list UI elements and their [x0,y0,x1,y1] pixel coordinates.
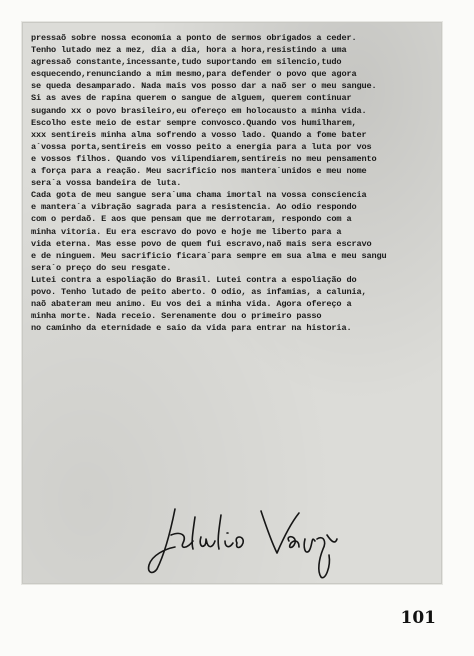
letter-line-11: e vossos filhos. Quando vos vilipendiarem,sentireis no meu pensamento [31,153,377,164]
letter-line-18: vida eterna. Mas esse povo de quem fui escravo,naõ mais sera escravo [31,238,372,249]
letter-line-20: sera´o preço do seu resgate. [31,262,172,273]
letter-line-19: e de ninguem. Meu sacrificio ficara´para sempre em sua alma e meu sangu [31,250,387,261]
letter-photocopy [22,22,442,584]
letter-line-16: com o perdaõ. E aos que pensam que me derrotaram, respondo com a [31,214,352,225]
letter-line-9: xxx sentireis minha alma sofrendo a vosso lado. Quando a fome bater [31,129,367,140]
letter-line-8: Escolho este meio de estar sempre convosco.Quando vos humilharem, [31,117,357,128]
letter-text [31,32,436,334]
letter-line-4: esquecendo,renunciando a mim mesmo,para defender o povo que agora [31,69,357,80]
letter-line-22: povo. Tenho lutado de peito aberto. O odio, as infamias, a calunia, [31,286,367,297]
letter-line-12: a força para a reação. Meu sacrificio nos mantera´unidos e meu nome [31,166,367,177]
letter-line-24: minha morte. Nada receio. Serenamente dou o primeiro passo [31,311,322,322]
letter-line-10: a´vossa porta,sentireis em vosso peito a energia para a luta por vos [31,141,372,152]
letter-line-1: pressaõ sobre nossa economia a ponto de sermos obrigados a ceder. [31,33,357,43]
letter-line-14: Cada gota de meu sangue sera´uma chama imortal na vossa consciencia [31,190,367,201]
letter-line-2: Tenho lutado mez a mez, dia a dia, hora a hora,resistindo a uma [31,45,347,56]
handwritten-signature [141,495,341,585]
letter-line-13: sera´a vossa bandeira de luta. [31,178,182,189]
letter-line-17: minha vitoria. Eu era escravo do povo e hoje me liberto para a [31,226,342,237]
letter-line-25: no caminho da eternidade e saio da vida para entrar na historia. [31,323,352,334]
letter-line-23: naõ abateram meu animo. Eu vos dei a minha vida. Agora ofereço a [31,299,352,310]
letter-line-15: e mantera´a vibração sagrada para a resistencia. Ao odio respondo [31,202,357,213]
letter-line-6: Si as aves de rapina querem o sangue de alguem, querem continuar [31,93,352,104]
letter-line-3: agressaõ constante,incessante,tudo suportando em silencio,tudo [31,57,342,68]
page-number: 101 [400,608,436,628]
letter-line-21: Lutei contra a espoliação do Brasil. Lutei contra a espoliação do [31,274,357,285]
letter-line-7: sugando xx o povo brasileiro,eu ofereço em holocausto a minha vida. [31,105,367,116]
letter-line-5: se queda desamparado. Nada mais vos posso dar a naõ ser o meu sangue. [31,81,377,92]
